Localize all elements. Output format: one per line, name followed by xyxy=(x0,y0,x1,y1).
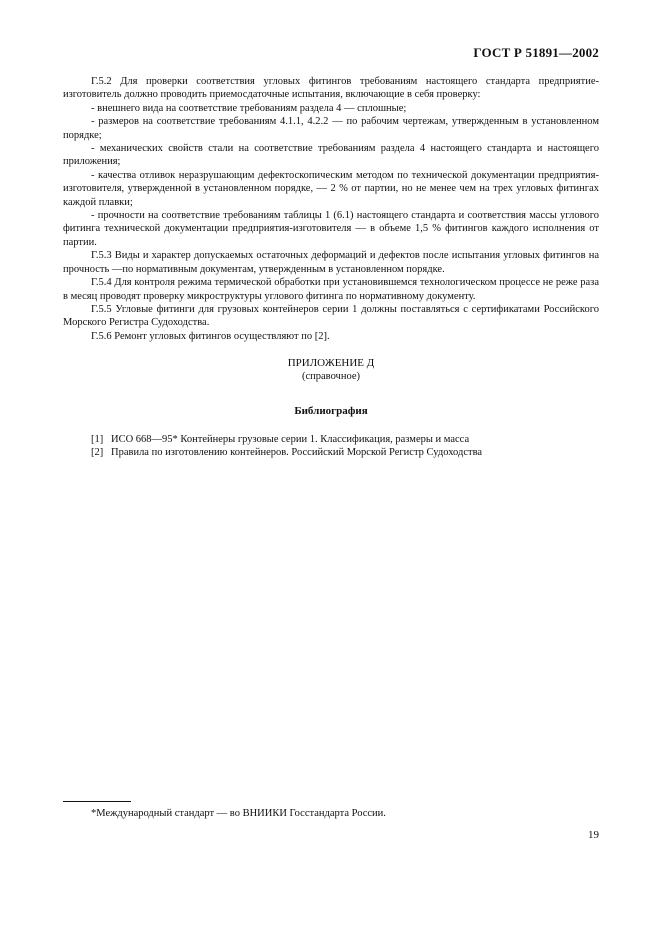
paragraph-g-5-4: Г.5.4 Для контроля режима термической обработки при установившемся технологическом процессе не реже раза в месяц проводят проверку микроструктуры углового фитинга по нормативному документу. xyxy=(63,277,599,302)
paragraph-g-5-5: Г.5.5 Угловые фитинги для грузовых контейнеров серии 1 должны поставляться с сертификатами Российского Морского Регистра Судоходства. xyxy=(63,303,599,329)
bibliography-item-number: [2] xyxy=(91,447,104,459)
appendix-title: ПРИЛОЖЕНИЕ Д xyxy=(287,357,375,369)
paragraph-list-item: - прочности на соответствие требованиям таблицы 1 (6.1) настоящего стандарта и соответствия массы углового фитинга технической документации предприятия-изготовителя — в объеме 1,5 % фитингов каждого исполнения от партии. xyxy=(63,210,599,248)
bibliography-title: Библиография xyxy=(294,405,368,417)
bibliography-item-text: ИСО 668—95* Контейнеры грузовые серии 1. Классификация, размеры и масса xyxy=(111,434,470,445)
paragraph-list-item: - качества отливок неразрушающим дефектоскопическим методом по технической документации предприятия-изготовителя, утвержденной в установленном порядке, — 2 % от партии, но не менее чем на трех угловых фитингах каждой плавки; xyxy=(63,169,599,208)
footnote-divider xyxy=(63,801,131,802)
paragraph-g-5-3: Г.5.3 Виды и характер допускаемых остаточных деформаций и дефектов после испытания угловых фитингов на прочность —по нормативным документам, утвержденным в установленном порядке. xyxy=(63,250,599,275)
paragraph-list-item: - размеров на соответствие требованиям 4.1.1, 4.2.2 — по рабочим чертежам, утвержденным в установленном порядке; xyxy=(63,116,599,141)
main-text xyxy=(63,75,599,343)
bibliography-item xyxy=(91,433,601,446)
paragraph-list-item: - механических свойств стали на соответствие требованиям раздела 4 настоящего стандарта и настоящего приложения; xyxy=(63,143,599,168)
bibliography-item xyxy=(91,446,601,459)
appendix-subtitle: (справочное) xyxy=(302,371,360,382)
bibliography-item-text: Правила по изготовлению контейнеров. Российский Морской Регистр Судоходства xyxy=(111,447,483,459)
page-number: 19 xyxy=(588,829,599,841)
document-header-code: ГОСТ Р 51891—2002 xyxy=(473,45,599,60)
bibliography-item-number: [1] xyxy=(91,434,104,445)
footnote: *Международный стандарт — во ВНИИКИ Госстандарта России. xyxy=(91,808,386,819)
bibliography-list xyxy=(91,433,601,460)
paragraph-list-item: - внешнего вида на соответствие требованиям раздела 4 — сплошные; xyxy=(91,102,407,114)
paragraph-g-5-2: Г.5.2 Для проверки соответствия угловых фитингов требованиям настоящего стандарта предприятие-изготовитель должно проводить приемосдаточные испытания, включающие в себя проверку: xyxy=(63,76,599,101)
paragraph-g-5-6: Г.5.6 Ремонт угловых фитингов осуществляют по [2]. xyxy=(91,330,330,342)
